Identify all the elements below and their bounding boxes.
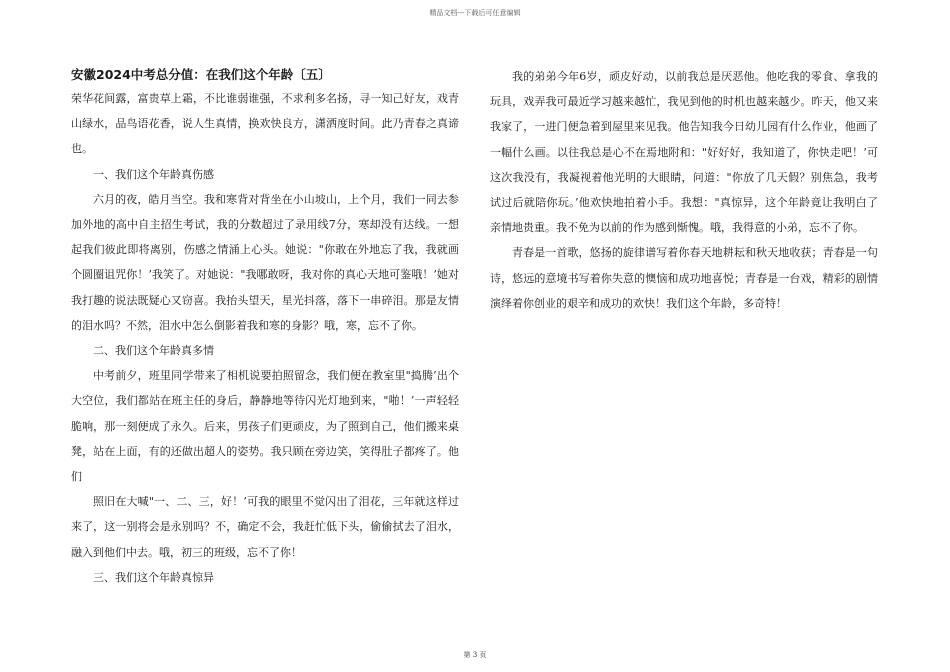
section-2-paragraph-1: 中考前夕，班里同学带来了相机说要拍照留念，我们便在教室里"捣腾’出个大空位，我们都站在班主任的身后，静静地等待闪光灯地到来，"啪！’一声轻轻脆响，那一刻便成了永久。后来，男孩子们更顽皮，为了照到自己，他们搬来桌凳，站在上面，有的还做出超人的姿势。我只顾在旁边笑，笑得肚子都疼了。他们 xyxy=(71,369,459,484)
section-3-heading: 三、我们这个年龄真惊异 xyxy=(93,570,214,584)
document-header-note: 精品文档---下载后可任意编辑 xyxy=(429,9,521,17)
left-column xyxy=(71,64,459,590)
article-title: 安徽2024中考总分值：在我们这个年龄〔五〕 xyxy=(71,67,331,82)
page-number: 第 3 页 xyxy=(463,651,487,659)
section-2-paragraph-2: 照旧在大喊"一、二、三，好！’可我的眼里不觉闪出了泪花，三年就这样过来了，这一别将会是永别吗？不，确定不会，我赶忙低下头，偷偷拭去了泪水，融入到他们中去。哦，初三的班级，忘不了你！ xyxy=(71,495,459,559)
intro-paragraph: 荣华花间露，富贵草上霜，不比谁弱谁强，不求利多名扬，寻一知己好友，戏青山绿水，品鸟语花香，说人生真情，换欢快良方，潇洒度时间。此乃青春之真谛也。 xyxy=(71,92,459,156)
right-column xyxy=(490,64,878,316)
section-1-paragraph: 六月的夜，皓月当空。我和寒背对背坐在小山坡山，上个月，我们一同去参加外地的高中自主招生考试，我的分数超过了录用线7分，寒却没有达线。一想起我们彼此即将离别，伤感之情涌上心头。她说："你敢在外地忘了我，我就画个圆圈诅咒你！’我笑了。对她说："我哪敢呀，我对你的真心天地可鉴哦！’她对我打趣的说法既疑心又窃喜。我抬头望天，星光抖落，落下一串碎泪。那是友情的泪水吗？不然，泪水中怎么倒影着我和寒的身影？哦，寒，忘不了你。 xyxy=(71,192,459,332)
closing-paragraph: 青春是一首歌，悠扬的旋律谱写着你春天地耕耘和秋天地收获；青春是一句诗，悠远的意境书写着你失意的懊恼和成功地喜悦；青春是一台戏，精彩的剧情演绎着你创业的艰辛和成功的欢快！我们这个年龄，多奇特！ xyxy=(490,246,878,310)
section-3-paragraph: 我的弟弟今年6岁，顽皮好动，以前我总是厌恶他。他吃我的零食、拿我的玩具，戏弄我可最近学习越来越忙，我见到他的时机也越来越少。昨天，他又来我家了，一进门便急着到屋里来见我。他告知我今日幼儿园有什么作业，他画了一幅什么画。以往我总是心不在焉地附和："好好好，我知道了，你快走吧！’可这次我没有，我凝视着他光明的大眼睛，问道："你放了几天假？别焦急，我考试过后就陪你玩。’他欢快地拍着小手。我想："真惊异，这个年龄竟让我明白了亲情地贵重。我不免为以前的作为感到惭愧。哦，我得意的小弟，忘不了你。 xyxy=(490,70,878,235)
section-2-heading: 二、我们这个年龄真多情 xyxy=(93,344,214,358)
section-1-heading: 一、我们这个年龄真伤感 xyxy=(93,167,214,181)
